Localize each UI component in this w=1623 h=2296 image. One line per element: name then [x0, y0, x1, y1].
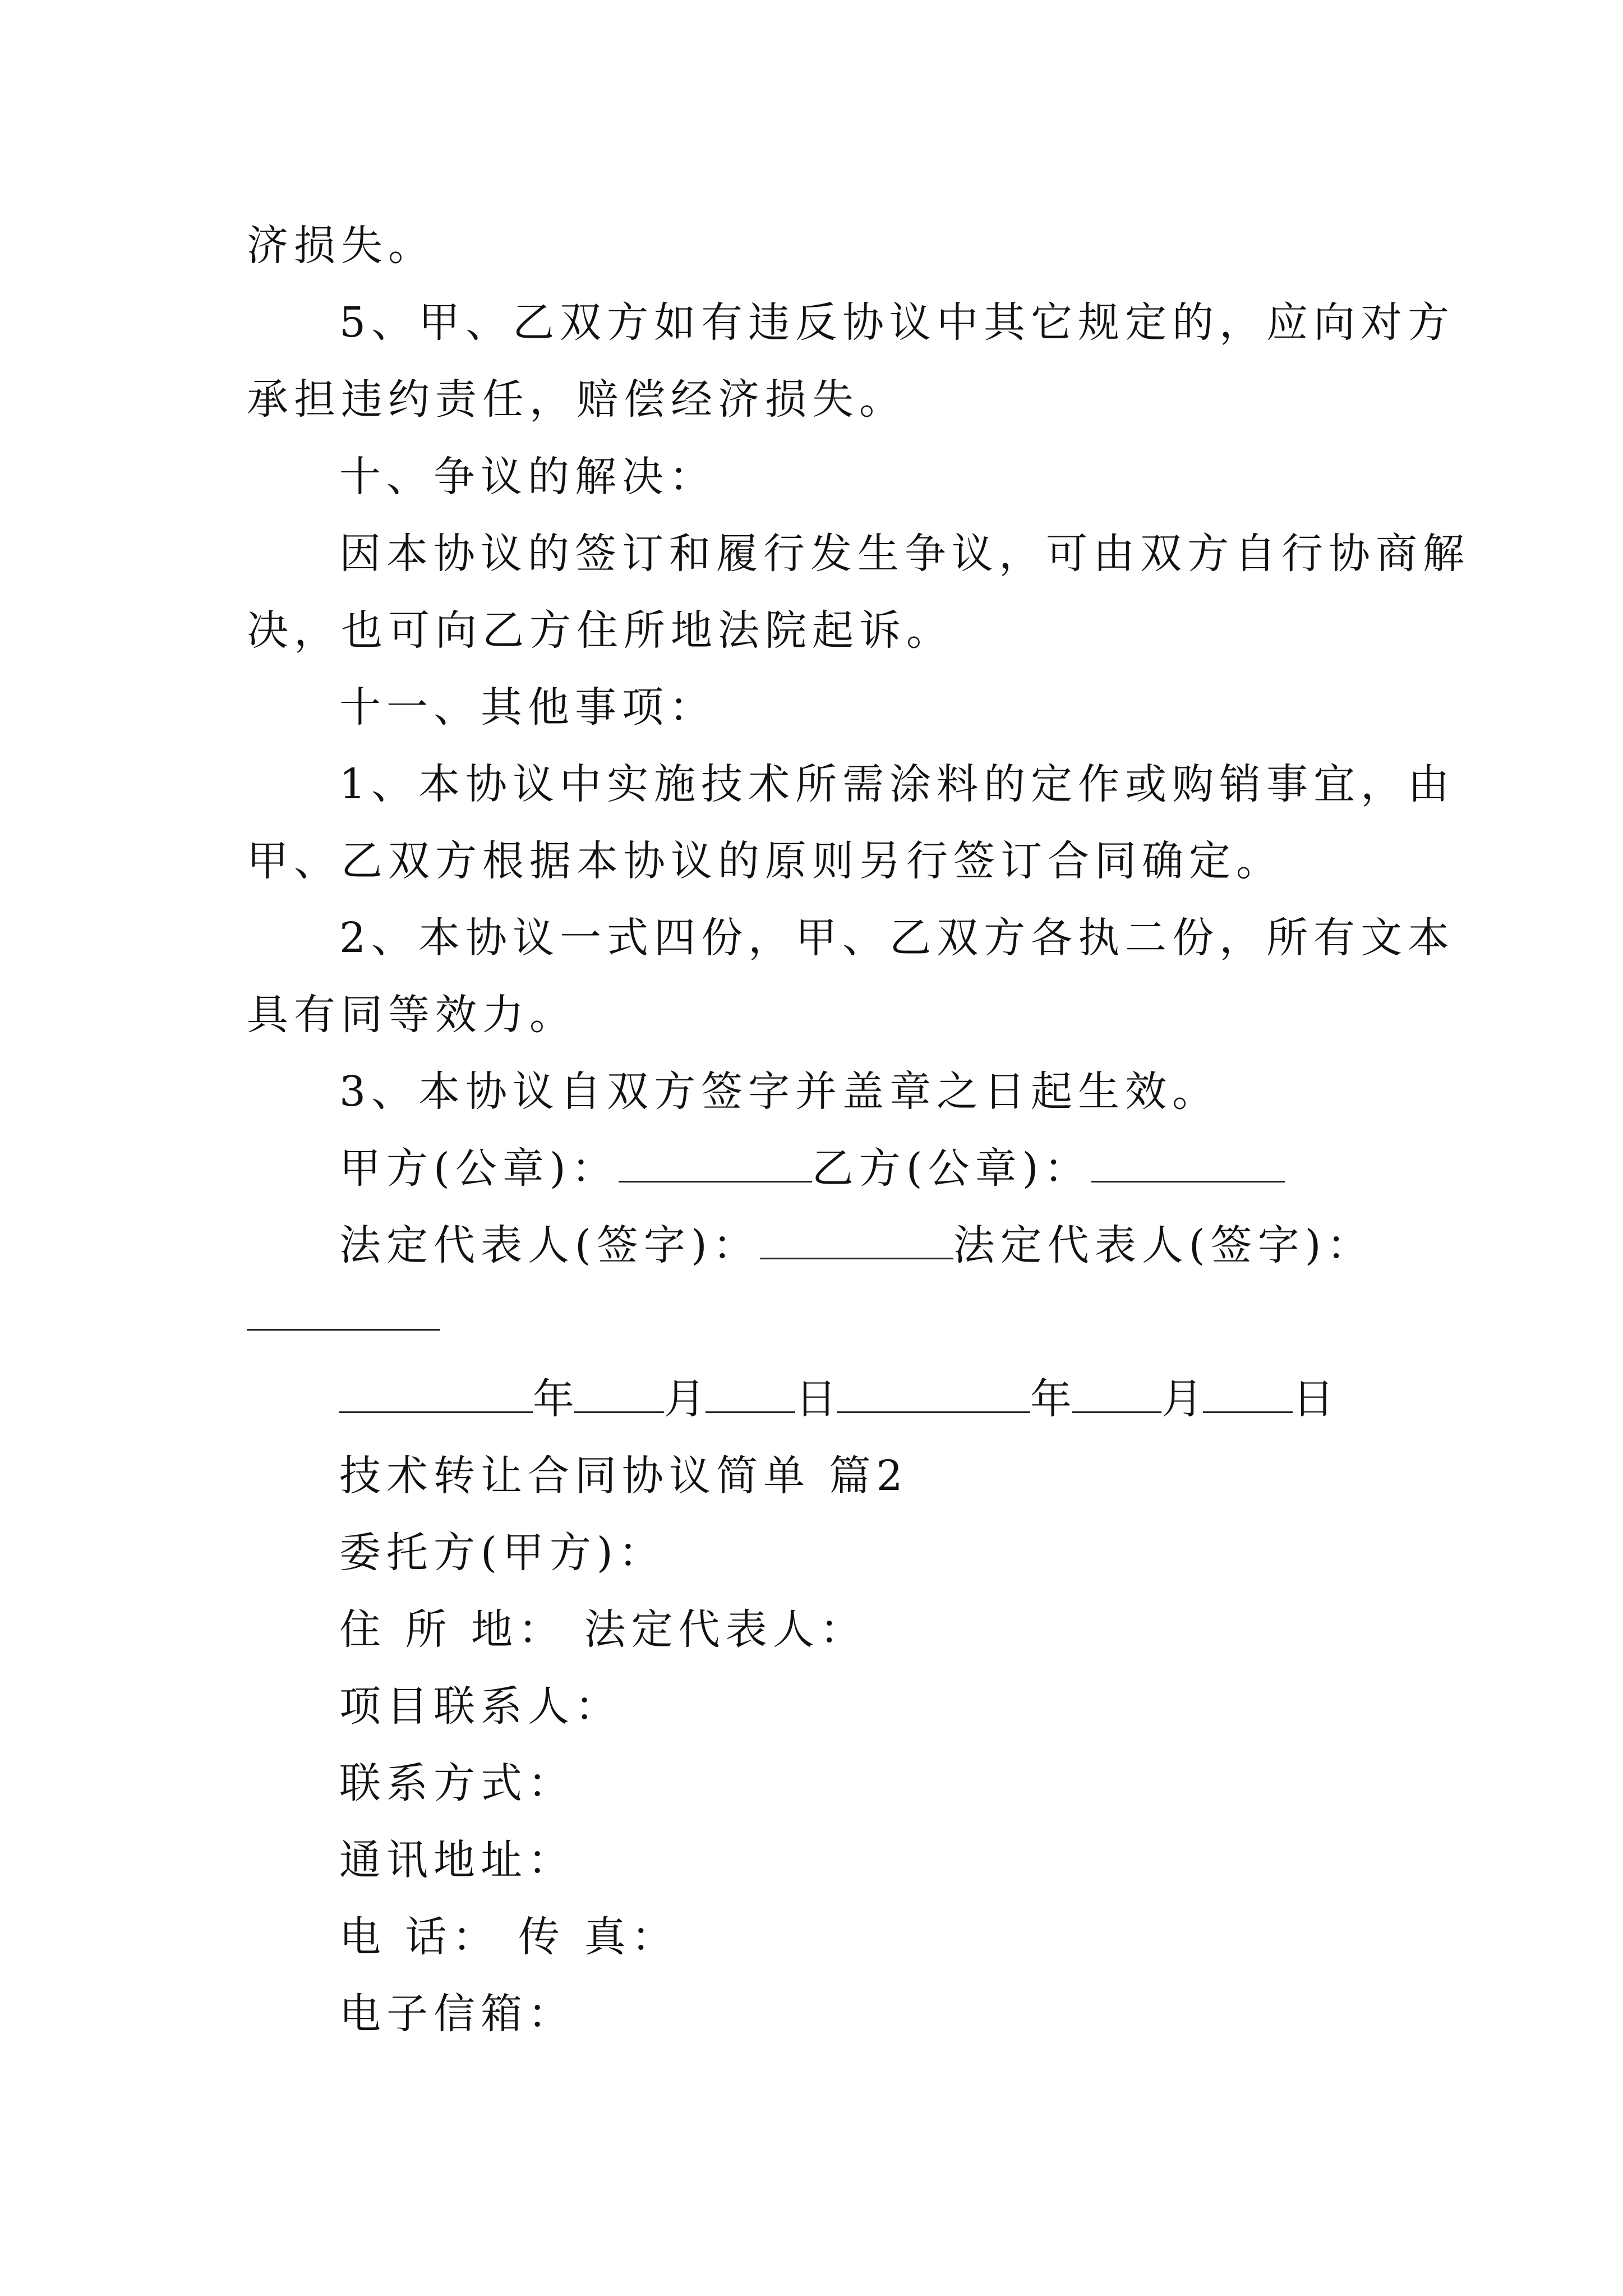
mail-address-field: 通讯地址：	[339, 1836, 575, 1884]
text-line: 1、本协议中实施技术所需涂料的定作或购销事宜，由	[339, 760, 1455, 808]
party-a-rep-label: 法定代表人(签字)：	[339, 1221, 760, 1269]
section-heading: 十、争议的解决：	[339, 453, 716, 501]
party-a-seal-label: 甲方(公章)：	[339, 1144, 619, 1193]
section-title: 技术转让合同协议简单 篇2	[339, 1452, 909, 1500]
text-line: 5、甲、乙双方如有违反协议中其它规定的，应向对方	[339, 298, 1455, 347]
text-line: 2、本协议一式四份，甲、乙双方各执二份，所有文本	[339, 914, 1455, 962]
month-blank	[1072, 1372, 1161, 1413]
text-line: 3、本协议自双方签字并盖章之日起生效。	[339, 1068, 1220, 1116]
party-a-rep-blank	[760, 1218, 953, 1259]
party-b-rep-label: 法定代表人(签字)：	[953, 1221, 1374, 1269]
day-label: 日	[1293, 1375, 1334, 1423]
text-line: 具有同等效力。	[247, 991, 577, 1039]
month-label: 月	[1161, 1375, 1203, 1423]
seal-line	[339, 1140, 1285, 1197]
email-field: 电子信箱：	[339, 1990, 575, 2038]
party-b-seal-label: 乙方(公章)：	[811, 1144, 1091, 1193]
day-label: 日	[795, 1375, 837, 1423]
text-line: 甲、乙双方根据本协议的原则另行签订合同确定。	[247, 837, 1283, 885]
day-blank	[706, 1372, 795, 1413]
month-label: 月	[664, 1375, 706, 1423]
year-label: 年	[533, 1375, 574, 1423]
party-a-seal-blank	[619, 1142, 812, 1182]
phone-fax-field: 电 话： 传 真：	[339, 1913, 679, 1961]
contact-method-field: 联系方式：	[339, 1759, 575, 1807]
text-line: 济损失。	[247, 222, 435, 270]
text-line: 承担违约责任，赔偿经济损失。	[247, 375, 906, 424]
representative-line	[339, 1217, 1374, 1273]
section-heading: 十一、其他事项：	[339, 683, 716, 731]
month-blank	[574, 1372, 664, 1413]
party-b-seal-blank	[1091, 1142, 1285, 1182]
day-blank	[1203, 1372, 1293, 1413]
continuation-blank-line	[247, 1289, 440, 1345]
year-blank	[339, 1372, 533, 1413]
address-field: 住 所 地： 法定代表人：	[339, 1605, 867, 1654]
text-line: 决，也可向乙方住所地法院起诉。	[247, 606, 953, 655]
party-b-rep-blank	[247, 1290, 440, 1331]
year-blank	[837, 1372, 1030, 1413]
date-line	[339, 1371, 1334, 1427]
client-field: 委托方(甲方)：	[339, 1529, 666, 1577]
text-line: 因本协议的签订和履行发生争议，可由双方自行协商解	[339, 530, 1470, 578]
year-label: 年	[1030, 1375, 1072, 1423]
contact-person-field: 项目联系人：	[339, 1682, 622, 1731]
